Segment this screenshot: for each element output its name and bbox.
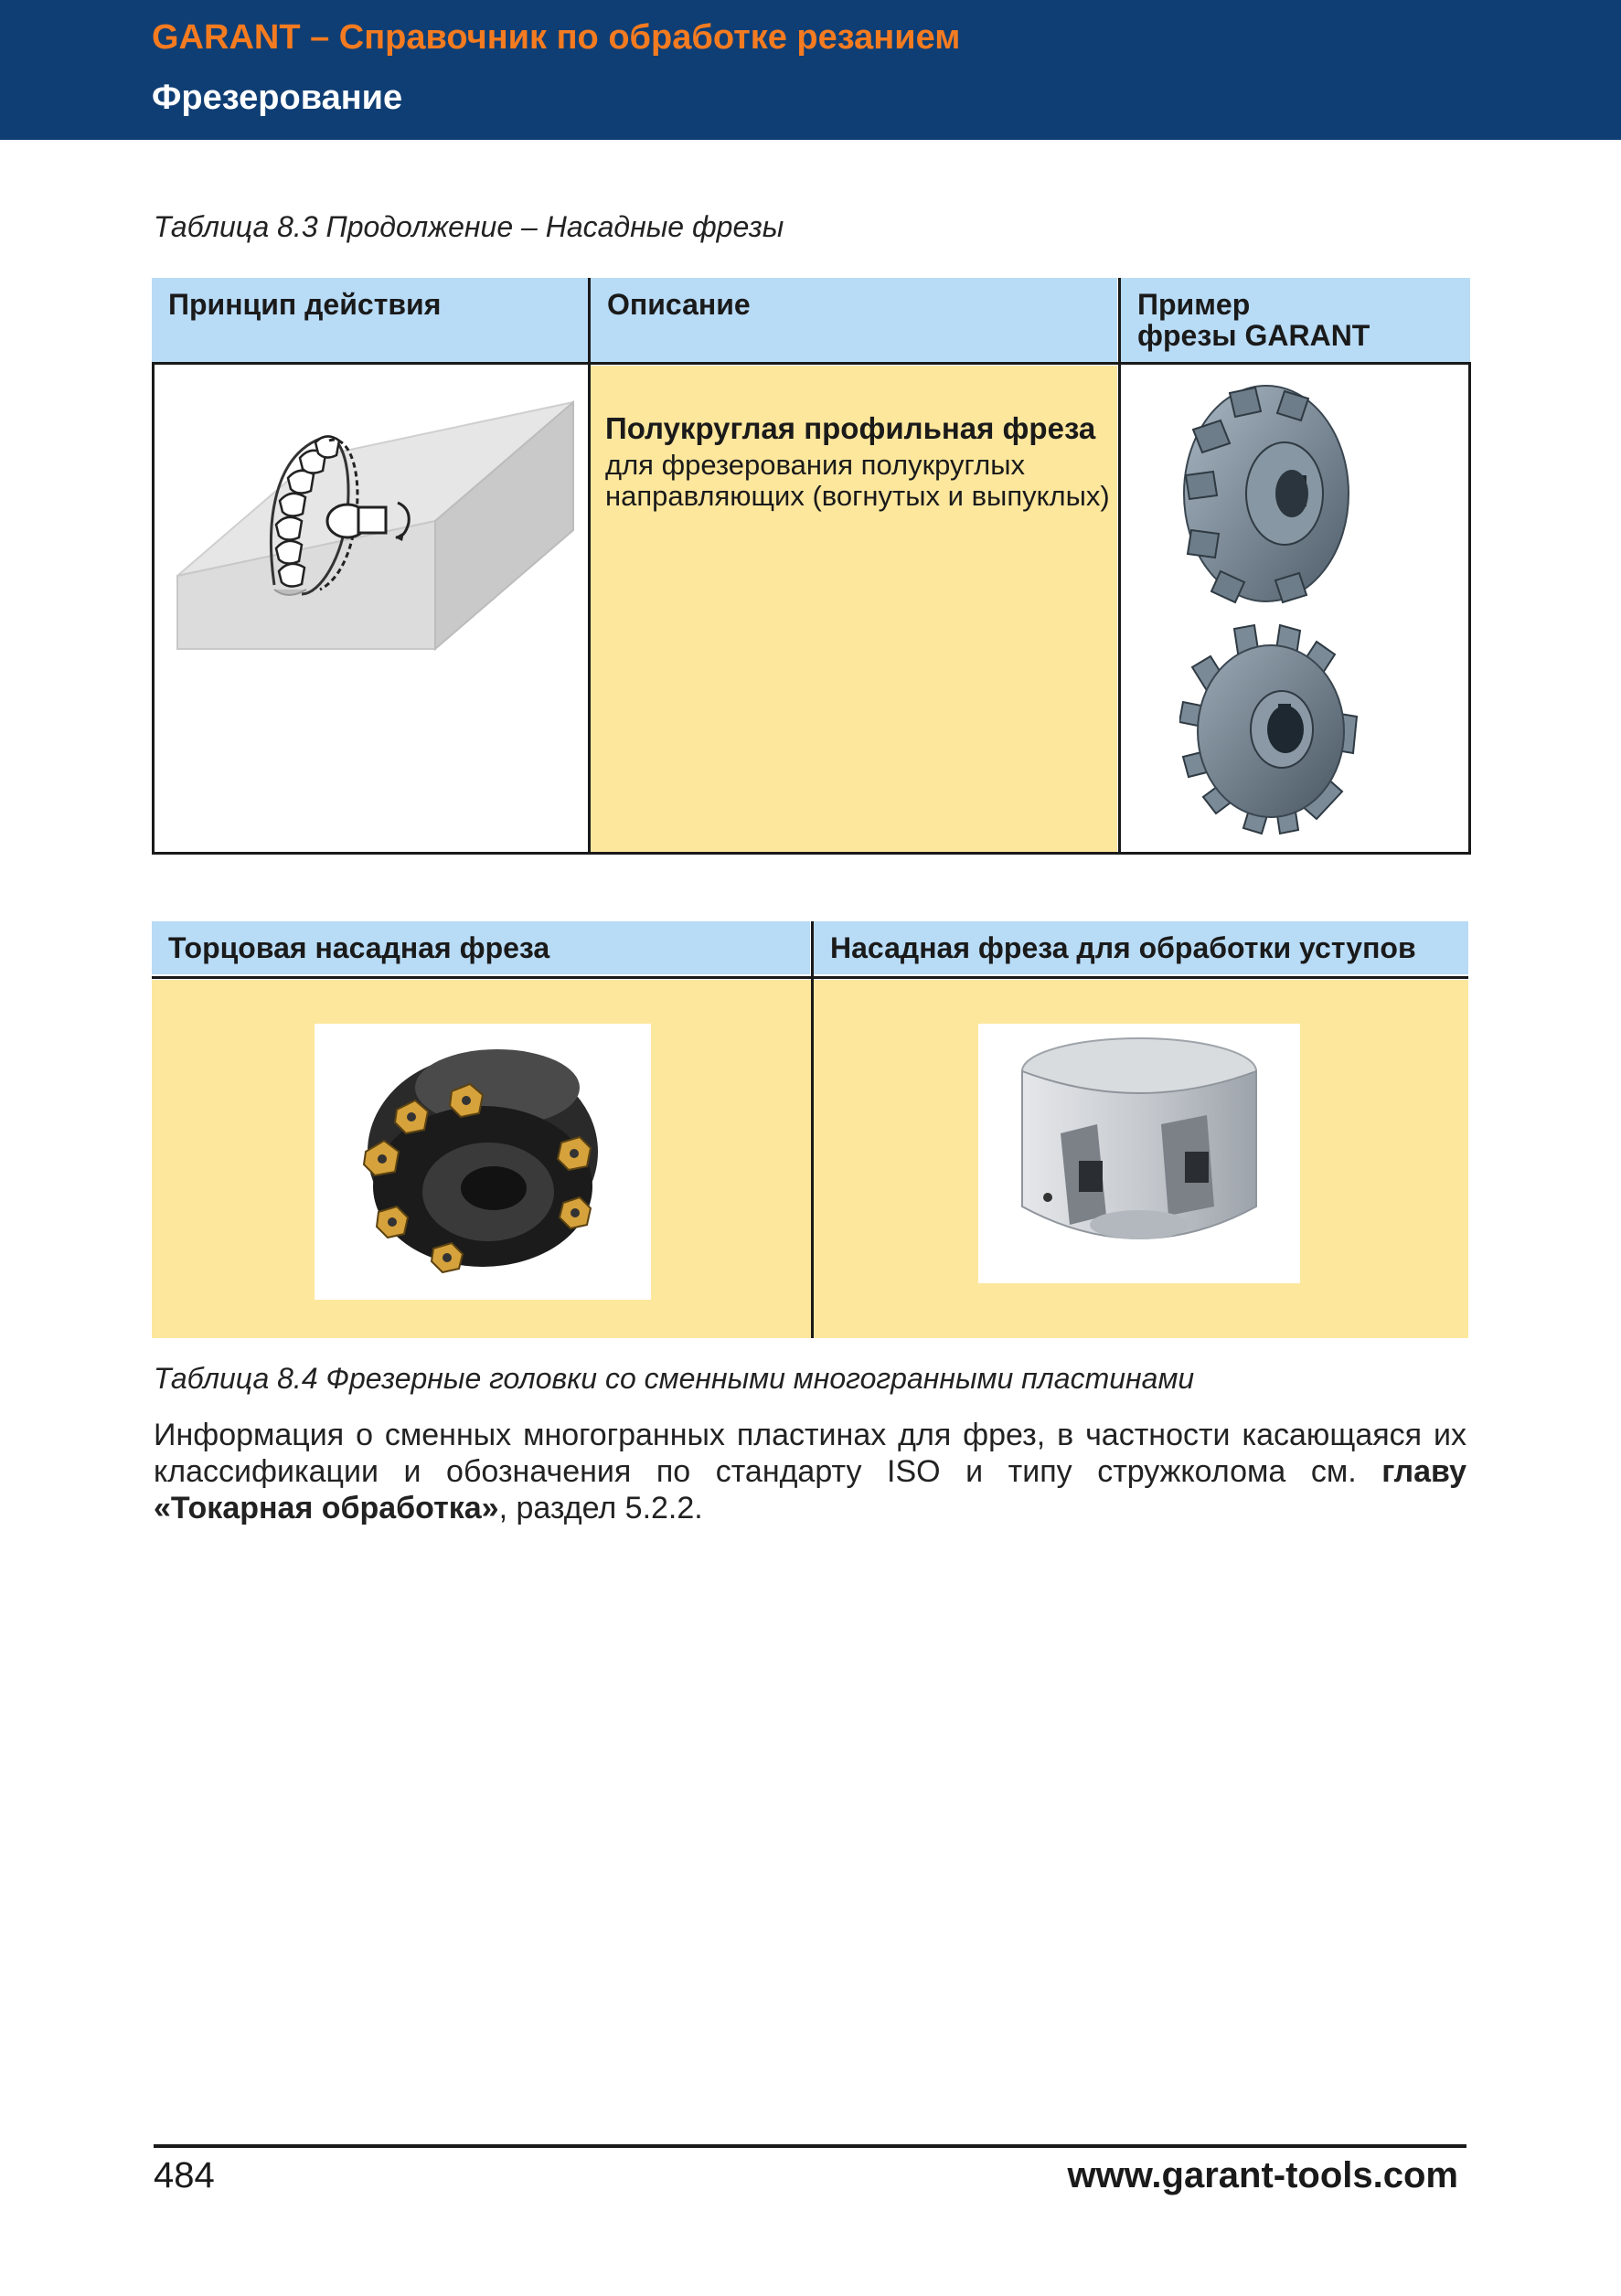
table2-header-face-mill [152,921,810,974]
footer-rule [154,2144,1466,2148]
description-cell [591,366,1117,852]
table1-caption: Таблица 8.3 Продолжение – Насадные фрезы [154,210,784,243]
table2-caption: Таблица 8.4 Фрезерные головки со сменными многогранными пластинами [154,1362,1195,1395]
table1-header-principle [152,278,588,362]
principle-diagram [165,384,585,676]
body-paragraph: Информация о сменных многогранных пластинах для фрез, в частности касающаяся их классификации и обозначения по стандарту ISO и типу стружколома см. главу «Токарная обработка», раздел 5.2.2. [154,1418,1466,1525]
table2-header-rule [152,976,1468,979]
table2-header-shoulder-mill [814,921,1468,974]
column-shoulder-mill: Насадная фреза для обработки уступов [830,931,1416,964]
tool-name: Полукруглая профильная фреза [605,411,1096,445]
table1-header-example [1121,278,1470,362]
header-title: GARANT – Справочник по обработке резанием [152,18,961,57]
half-round-cutter-concave-image [1175,375,1358,612]
table1-bottom-rule [152,852,1471,855]
face-mill-photo [315,1024,651,1300]
header-subtitle: Фрезерование [152,79,403,117]
column-description: Описание [607,288,751,321]
column-face-mill: Торцовая насадная фреза [168,931,550,964]
table1-header-rule [152,362,1471,365]
table1-header-description [591,278,1117,362]
chapter-reference: главу «Токарная обработка» [154,1454,1466,1525]
table1-border [1468,364,1471,854]
tool-description: для фрезерования полукруглых направляющих (вогнутых и выпуклых) [605,449,1110,512]
shoulder-mill-photo [978,1024,1300,1283]
column-principle: Принцип действия [168,288,442,321]
table1-border [152,364,155,854]
website-link[interactable]: www.garant-tools.com [1067,2155,1458,2195]
page-number: 484 [154,2155,215,2195]
page-header [0,0,1621,140]
half-round-cutter-convex-image [1179,622,1362,841]
column-example: Пример фрезы GARANT [1137,288,1370,352]
